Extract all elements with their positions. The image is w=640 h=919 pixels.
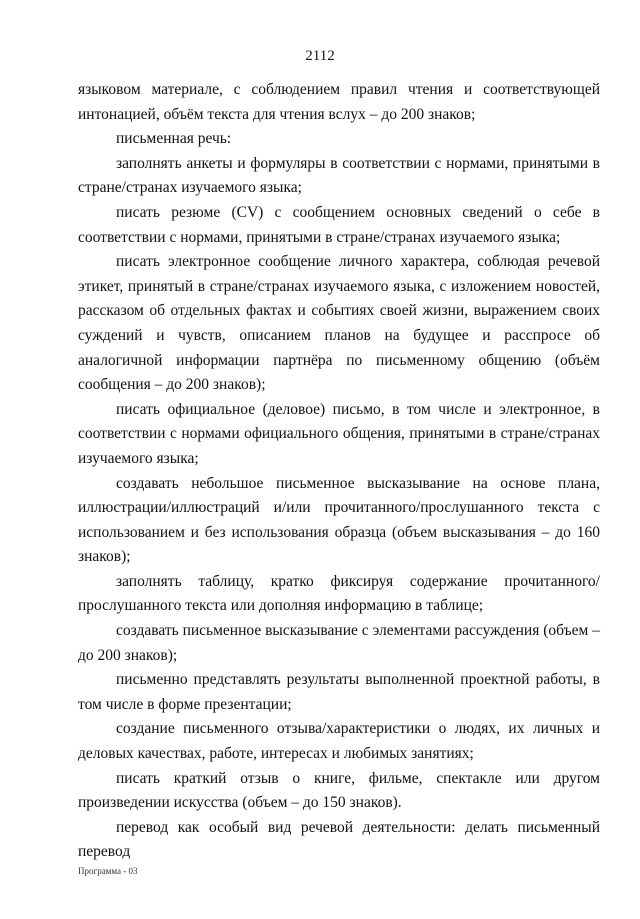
footer-text: Программа - 03 — [78, 866, 138, 876]
paragraph: писать краткий отзыв о книге, фильме, спектакле или другом произведении искусства (объем – до 150 знаков). — [78, 769, 600, 812]
paragraph: письменно представлять результаты выполненной проектной работы, в том числе в форме презентации; — [78, 671, 600, 713]
paragraph: писать резюме (CV) с сообщением основных сведений о себе в соответствии с нормами, принятыми в стране/странах изучаемого языка; — [78, 203, 600, 246]
paragraph: создавать письменное высказывание с элементами рассуждения (объем – до 200 знаков); — [78, 622, 600, 664]
paragraph: заполнять анкеты и формуляры в соответствии с нормами, принятыми в стране/странах изучаемого языка; — [78, 154, 600, 197]
paragraph: перевод как особый вид речевой деятельности: делать письменный перевод — [78, 818, 600, 861]
paragraph: писать официальное (деловое) письмо, в том числе и электронное, в соответствии с нормами официального общения, принятыми в стране/странах изучаемого языка; — [78, 400, 600, 467]
paragraph: писать электронное сообщение личного характера, соблюдая речевой этикет, принятый в стране/странах изучаемого языка, с изложением новостей, рассказом об отдельных фактах и событиях своей жизни, выражением своих суждений и чувств, описанием планов на будущее и расспросе об аналогичной информации партнёра по письменному общению (объём сообщения – до 200 знаков); — [78, 253, 600, 394]
document-body — [78, 78, 600, 865]
paragraph: языковом материале, с соблюдением правил чтения и соответствующей интонацией, объём текста для чтения вслух – до 200 знаков; — [78, 81, 600, 123]
page-number: 2112 — [305, 48, 335, 64]
paragraph: заполнять таблицу, кратко фиксируя содержание прочитанного/прослушанного текста или дополняя информацию в таблице; — [78, 572, 600, 615]
paragraph: письменная речь: — [116, 130, 232, 148]
paragraph: создавать небольшое письменное высказывание на основе плана, иллюстрации/иллюстраций и/или прочитанного/прослушанного текста с использованием и без использования образца (объем высказывания – до 160 знаков); — [78, 474, 600, 566]
paragraph: создание письменного отзыва/характеристики о людях, их личных и деловых качествах, работе, интересах и любимых занятиях; — [78, 720, 600, 763]
